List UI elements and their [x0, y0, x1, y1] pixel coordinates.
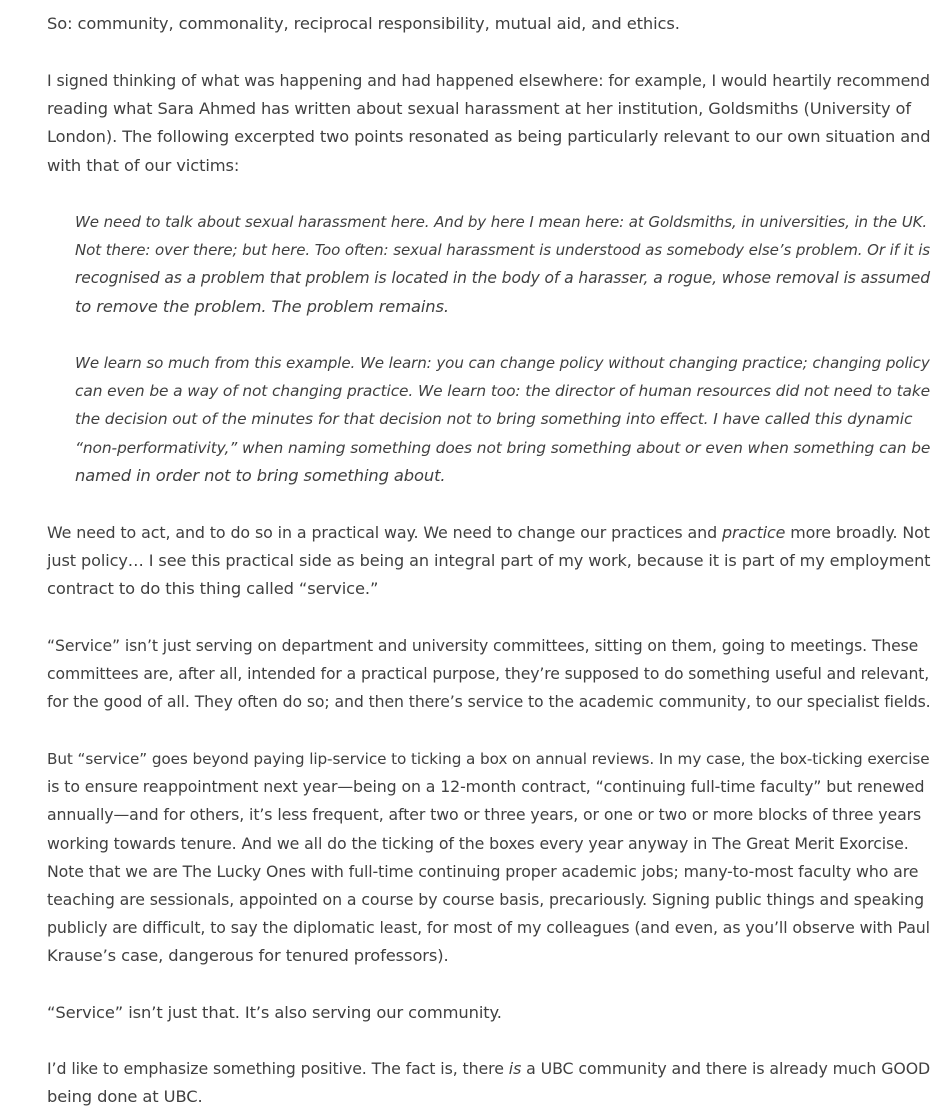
blockquote-non-performativity: [75, 349, 930, 490]
quote-line: “non-performativity,” when naming something does not bring something about or even when something can be: [75, 438, 931, 457]
paragraph-service-committees: [47, 632, 931, 717]
text-line: committees are, after all, intended for a practical purpose, they’re supposed to do something useful and relevant,: [47, 664, 930, 684]
text-segment: I’d like to emphasize something positive. The fact is, there: [47, 1059, 509, 1078]
quote-line: We need to talk about sexual harassment here. And by here I mean here: at Goldsmiths, in universities, in the UK.: [75, 213, 928, 231]
text-line: publicly are difficult, to say the diplomatic least, for most of my colleagues (and even, as you’ll observe with Paul: [47, 918, 930, 938]
text-line: But “service” goes beyond paying lip-service to ticking a box on annual reviews. In my case, the box-ticking exercise: [47, 750, 930, 768]
text-line: Note that we are The Lucky Ones with full-time continuing proper academic jobs; many-to-most faculty who are: [47, 861, 919, 881]
text-line: London). The following excerpted two points resonated as being particularly relevant to our own situation and: [47, 127, 931, 147]
text-line: “Service” isn’t just that. It’s also serving our community.: [47, 1003, 502, 1022]
blockquote-sexual-harassment: [75, 208, 930, 321]
text-line: “Service” isn’t just serving on department and university committees, sitting on them, going to meetings. These: [47, 636, 919, 655]
paragraph-serving-community: [47, 999, 502, 1027]
paragraph-signed: [47, 67, 930, 180]
text-segment: a UBC community and there is already much GOOD: [521, 1059, 931, 1078]
text-line: reading what Sara Ahmed has written about sexual harassment at her institution, Goldsmiths (University of: [47, 99, 911, 119]
paragraph-act-practically: [47, 519, 930, 604]
text-line: for the good of all. They often do so; and then there’s service to the academic community, to our specialist fields.: [47, 692, 931, 712]
quote-line: We learn so much from this example. We learn: you can change policy without changing practice; changing policy: [75, 354, 930, 372]
quote-line: Not there: over there; but here. Too often: sexual harassment is understood as somebody else’s problem. Or if it is: [75, 241, 931, 260]
text-segment: more broadly. Not: [785, 523, 930, 542]
text-line: is to ensure reappointment next year—being on a 12-month contract, “continuing full-time faculty” but renewed: [47, 777, 925, 797]
text-line: I signed thinking of what was happening and had happened elsewhere: for example, I would heartily recommend: [47, 71, 930, 90]
text-line: just policy… I see this practical side as being an integral part of my work, because it is part of my employment: [47, 551, 931, 571]
emphasis-practice: practice: [722, 523, 786, 542]
text-line: with that of our victims:: [47, 155, 240, 175]
quote-line: to remove the problem. The problem remains.: [75, 296, 449, 316]
emphasis-is: is: [508, 1059, 522, 1078]
text-line: working towards tenure. And we all do the ticking of the boxes every year anyway in The Great Merit Exorcise.: [47, 833, 909, 853]
text-line: contract to do this thing called “service.”: [47, 579, 379, 599]
text-line: [47, 1055, 930, 1083]
paragraph-community: [47, 10, 680, 38]
text-line: [47, 519, 930, 547]
paragraph-service-beyond: [47, 745, 930, 971]
text-segment: We need to act, and to do so in a practical way. We need to change our practices and: [47, 523, 722, 542]
text-line: being done at UBC.: [47, 1087, 203, 1107]
paragraph-ubc-community: [47, 1055, 930, 1111]
text-line: So: community, commonality, reciprocal responsibility, mutual aid, and ethics.: [47, 14, 680, 33]
text-line: Krause’s case, dangerous for tenured professors).: [47, 946, 449, 966]
quote-line: named in order not to bring something about.: [75, 465, 446, 485]
quote-line: recognised as a problem that problem is located in the body of a harasser, a rogue, whose removal is assumed: [75, 269, 930, 288]
text-line: annually—and for others, it’s less frequent, after two or three years, or one or two or more blocks of three years: [47, 805, 922, 825]
quote-line: can even be a way of not changing practice. We learn too: the director of human resources did not need to take: [75, 382, 931, 401]
quote-line: the decision out of the minutes for that decision not to bring something into effect. I have called this dynamic: [75, 410, 913, 429]
text-line: teaching are sessionals, appointed on a course by course basis, precariously. Signing public things and speaking: [47, 890, 924, 910]
